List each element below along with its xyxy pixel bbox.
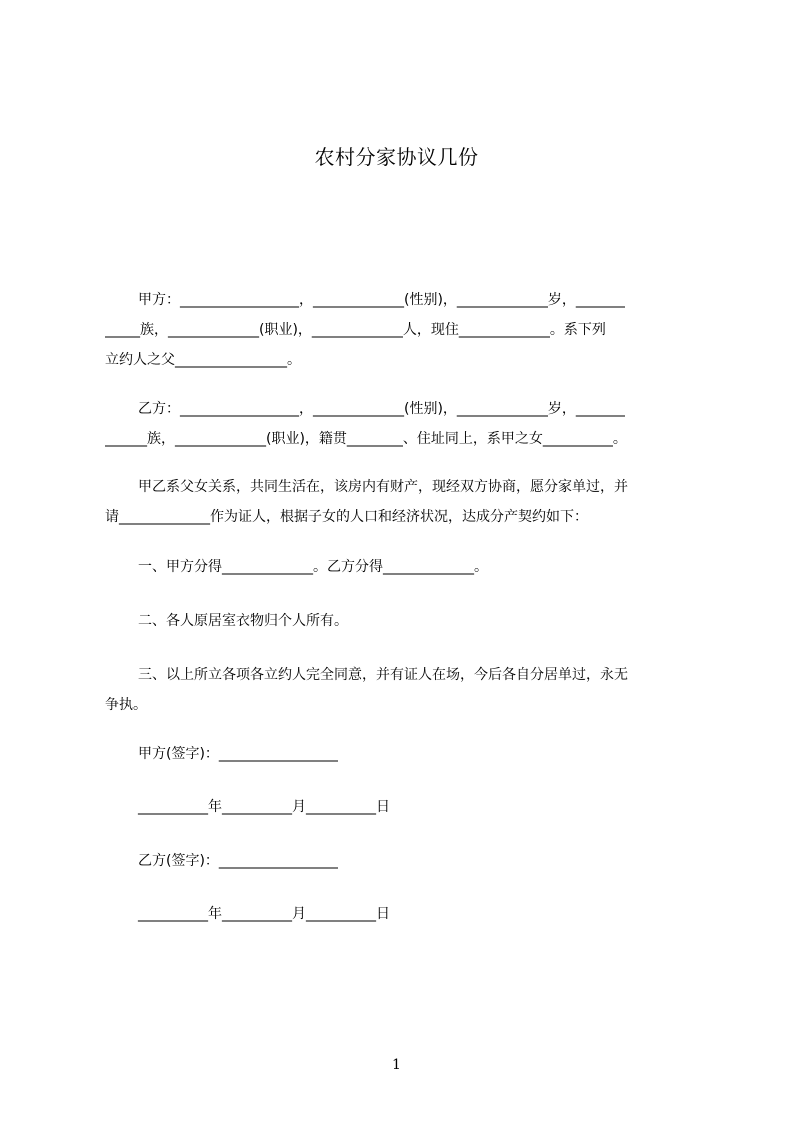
party-b-signature-text: 乙方(签字)：_________________ [138, 853, 338, 869]
party-a-date-text: __________年__________月__________日 [138, 799, 390, 815]
preamble-line-1: 甲乙系父女关系，共同生活在，该房内有财产，现经双方协商，愿分家单过，并 [138, 479, 628, 495]
party-a-paragraph [105, 285, 701, 375]
party-b-signature-line [105, 846, 701, 876]
clause-2-paragraph [105, 606, 701, 636]
party-a-line-3: 立约人之父________________。 [105, 352, 301, 368]
party-b-line-1: 乙方：_________________，_____________(性别)，_____________岁，_______ [138, 401, 625, 417]
clause-1-paragraph [105, 552, 701, 582]
document-title: 农村分家协议几份 [314, 145, 479, 169]
page-number: 1 [392, 1057, 401, 1073]
clause-3-line-1: 三、以上所立各项各立约人完全同意，并有证人在场，今后各自分居单过，永无 [138, 667, 628, 683]
clause-1-text: 一、甲方分得_____________。乙方分得_____________。 [138, 559, 488, 575]
party-a-line-1: 甲方：_________________，_____________(性别)，_____________岁，_______ [138, 292, 625, 308]
party-b-date-text: __________年__________月__________日 [138, 906, 390, 922]
party-b-line-2: ______族，_____________(职业)，籍贯________、住址同上，系甲之女__________。 [105, 431, 627, 447]
party-a-signature-text: 甲方(签字)：_________________ [138, 746, 338, 762]
preamble-paragraph [105, 472, 701, 532]
preamble-line-2: 请_____________作为证人，根据子女的人口和经济状况，达成分产契约如下： [105, 509, 588, 525]
party-a-line-2: _____族，_____________(职业)，_____________人，现住_____________。系下列 [105, 322, 606, 338]
party-a-signature-line [105, 739, 701, 769]
party-b-date-line [105, 899, 701, 929]
party-b-paragraph [105, 394, 701, 454]
clause-3-line-2: 争执。 [105, 697, 147, 713]
clause-2-text: 二、各人原居室衣物归个人所有。 [138, 613, 348, 629]
clause-3-paragraph [105, 660, 701, 720]
party-a-date-line [105, 792, 701, 822]
